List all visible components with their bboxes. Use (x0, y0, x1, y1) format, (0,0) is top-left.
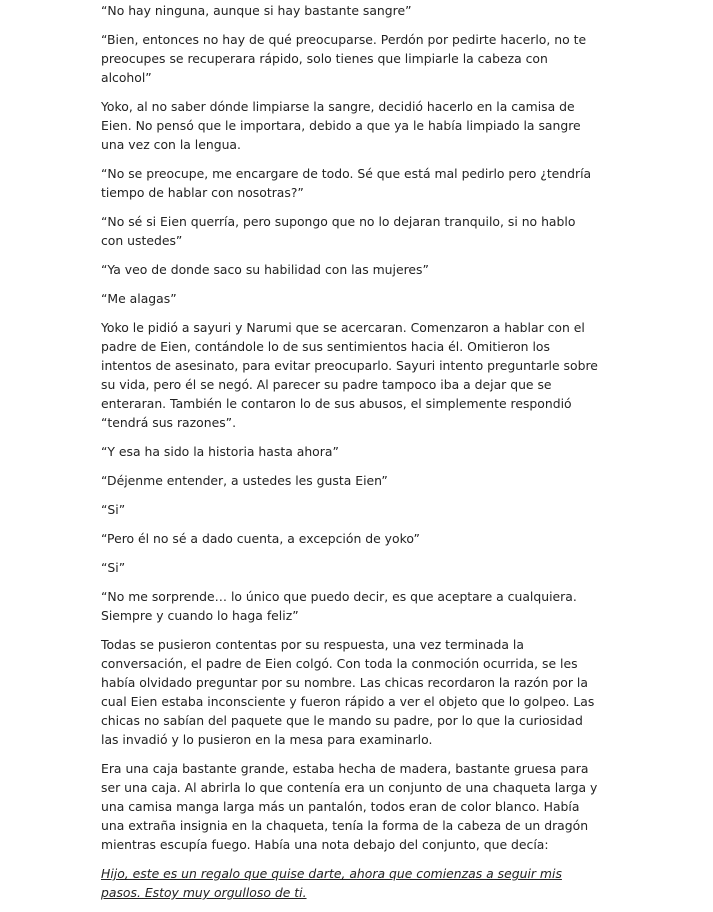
dialogue-paragraph: “Ya veo de donde saco su habilidad con las mujeres” (101, 262, 429, 277)
narrative-paragraph: Era una caja bastante grande, estaba hecha de madera, bastante gruesa para ser una caja. Al abrirla lo que contenía era un conjunto de una chaqueta larga y una camisa manga larga más un pantalón, todos eran de color blanco. Había una extraña insignia en la chaqueta, tenía la forma de la cabeza de un dragón mientras escupía fuego. Había una nota debajo del conjunto, que decía: (101, 761, 598, 852)
dialogue-paragraph: “No se preocupe, me encargare de todo. Sé que está mal pedirlo pero ¿tendría tiempo de hablar con nosotras?” (101, 166, 592, 200)
dialogue-paragraph: “Si” (101, 502, 126, 517)
dialogue-paragraph: “Si” (101, 560, 126, 575)
note-text: Hijo, este es un regalo que quise darte, ahora que comienzas a seguir mis pasos. Estoy muy orgulloso de ti. (101, 866, 562, 900)
dialogue-paragraph: “Me alagas” (101, 291, 177, 306)
dialogue-paragraph: “Pero él no sé a dado cuenta, a excepción de yoko” (101, 531, 420, 546)
document-body (101, 1, 601, 912)
narrative-paragraph: Yoko le pidió a sayuri y Narumi que se acercaran. Comenzaron a hablar con el padre de Eien, contándole lo de sus sentimientos hacia él. Omitieron los intentos de asesinato, para evitar preocuparlo. Sayuri intento preguntarle sobre su vida, pero él se negó. Al parecer su padre tampoco iba a dejar que se enteraran. También le contaron lo de sus abusos, el simplemente respondió “tendrá sus razones”. (101, 320, 598, 430)
narrative-paragraph: Todas se pusieron contentas por su respuesta, una vez terminada la conversación, el padre de Eien colgó. Con toda la conmoción ocurrida, se les había olvidado preguntar por su nombre. Las chicas recordaron la razón por la cual Eien estaba inconsciente y fueron rápido a ver el objeto que lo golpeo. Las chicas no sabían del paquete que le mando su padre, por lo que la curiosidad las invadió y lo pusieron en la mesa para examinarlo. (101, 637, 595, 747)
narrative-paragraph: Yoko, al no saber dónde limpiarse la sangre, decidió hacerlo en la camisa de Eien. No pensó que le importara, debido a que ya le había limpiado la sangre una vez con la lengua. (101, 99, 581, 152)
dialogue-paragraph: “Déjenme entender, a ustedes les gusta Eien” (101, 473, 388, 488)
dialogue-paragraph: “No hay ninguna, aunque si hay bastante sangre” (101, 3, 412, 18)
dialogue-paragraph: “Y esa ha sido la historia hasta ahora” (101, 444, 339, 459)
dialogue-paragraph: “Bien, entonces no hay de qué preocuparse. Perdón por pedirte hacerlo, no te preocupes se recuperara rápido, solo tienes que limpiarle la cabeza con alcohol” (101, 32, 587, 85)
dialogue-paragraph: “No sé si Eien querría, pero supongo que no lo dejaran tranquilo, si no hablo con ustedes” (101, 214, 576, 248)
dialogue-paragraph: “No me sorprende… lo único que puedo decir, es que aceptare a cualquiera. Siempre y cuando lo haga feliz” (101, 589, 577, 623)
